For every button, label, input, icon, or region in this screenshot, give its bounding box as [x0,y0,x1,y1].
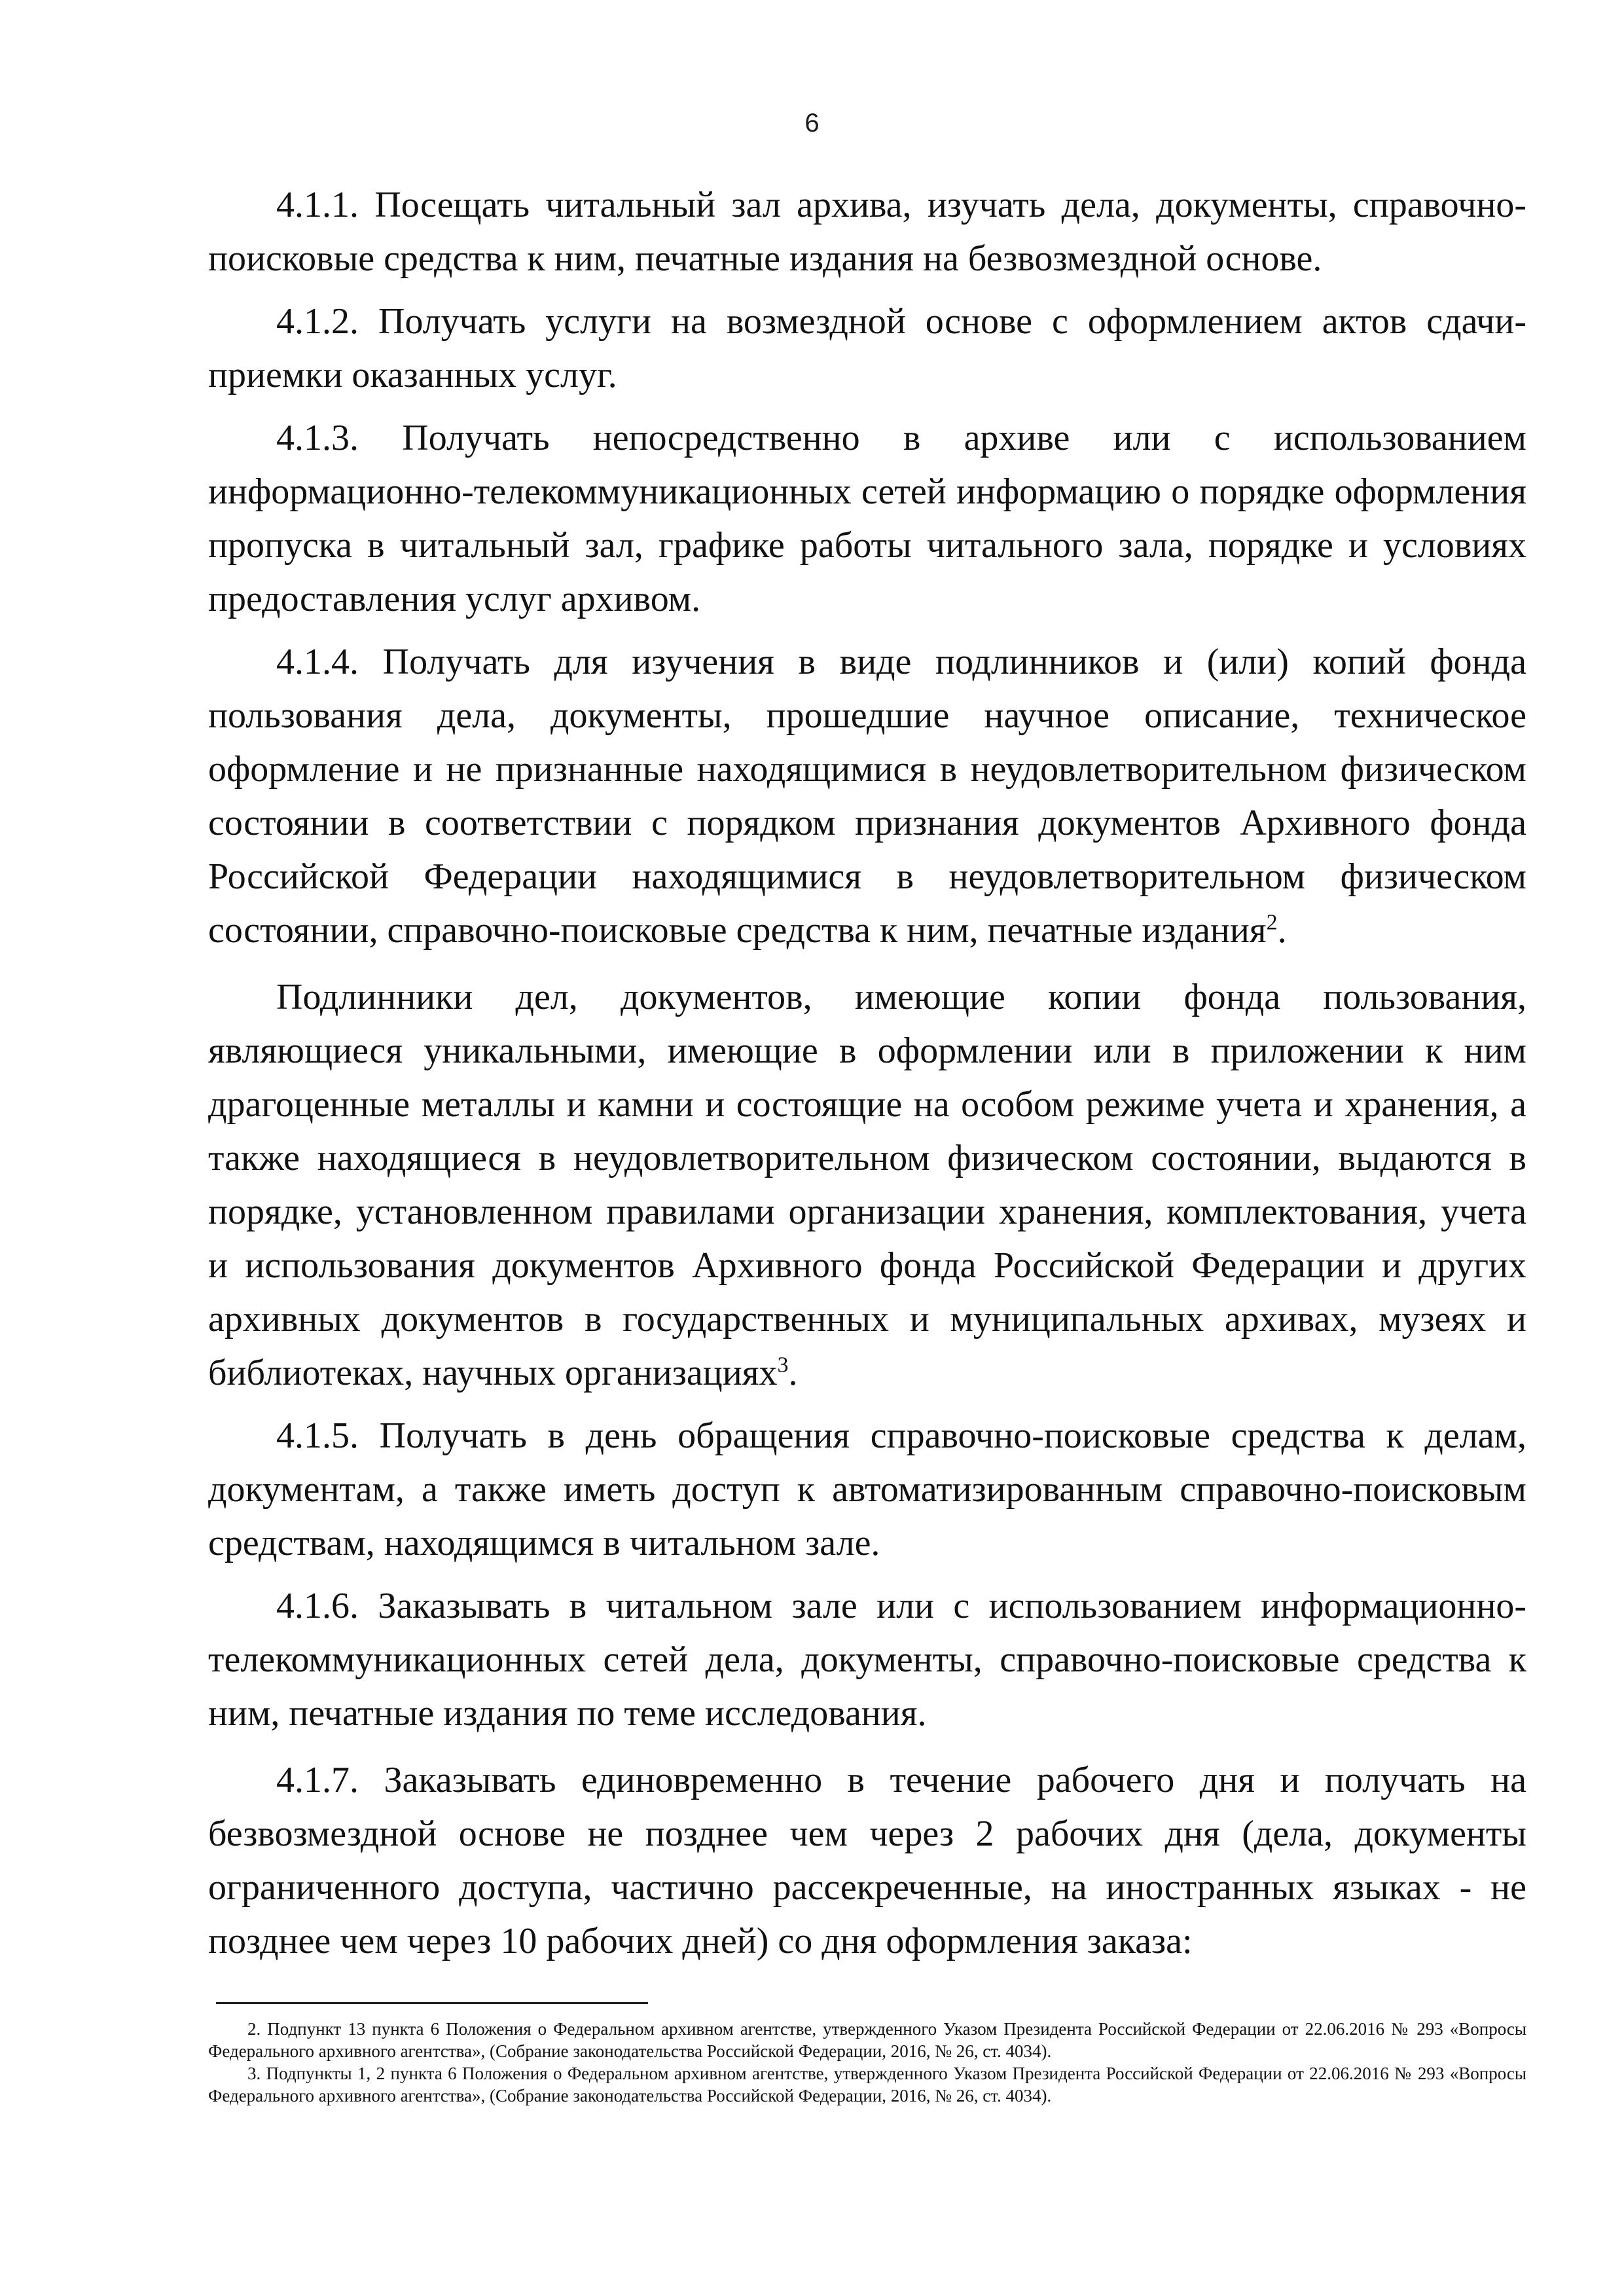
footnotes [208,2018,1526,2107]
paragraph-4-1-4-text: 4.1.4. Получать для изучения в виде подлинников и (или) копий фонда пользования дела, документы, прошедшие научное описание, техническое оформление и не признанные находящимися в неудовлетворительном физическом состоянии в соответствии с порядком признания документов Архивного фонда Российской Федерации находящимися в неудовлетворительном физическом состоянии, справочно-поисковые средства к ним, печатные издания [208,642,1526,951]
paragraph-4-1-1: 4.1.1. Посещать читальный зал архива, изучать дела, документы, справочно-поисковые средства к ним, печатные издания на безвозмездной основе. [208,185,1526,279]
paragraph-originals [208,970,1526,1400]
footnote-ref-2[interactable]: 2 [1266,910,1278,935]
paragraph-4-1-4-tail: . [1277,910,1287,951]
footnote-separator [216,2002,648,2004]
footnote-2: 2. Подпункт 13 пункта 6 Положения о Федеральном архивном агентстве, утвержденного Указом Президента Российской Федерации от 22.06.2016 № 293 «Вопросы Федерального архивного агентства», (Собрание законодательства Российской Федерации, 2016, № 26, ст. 4034). [208,2019,1526,2061]
paragraph-4-1-6: 4.1.6. Заказывать в читальном зале или с использованием информационно-телекоммуникационных сетей дела, документы, справочно-поисковые средства к ним, печатные издания по теме исследования. [208,1586,1526,1734]
document-body [208,178,1526,1968]
paragraph-originals-tail: . [788,1353,798,1393]
paragraph-4-1-7: 4.1.7. Заказывать единовременно в течение рабочего дня и получать на безвозмездной основе не позднее чем через 2 рабочих дня (дела, документы ограниченного доступа, частично рассекреченные, на иностранных языках - не позднее чем через 10 рабочих дней) со дня оформления заказа: [208,1760,1526,1961]
paragraph-originals-text: Подлинники дел, документов, имеющие копии фонда пользования, являющиеся уникальными, имеющие в оформлении или в приложении к ним драгоценные металлы и камни и состоящие на особом режиме учета и хранения, а также находящиеся в неудовлетворительном физическом состоянии, выдаются в порядке, установленном правилами организации хранения, комплектования, учета и использования документов Архивного фонда Российской Федерации и других архивных документов в государственных и муниципальных архивах, музеях и библиотеках, научных организациях [208,977,1526,1393]
paragraph-4-1-2: 4.1.2. Получать услуги на возмездной основе с оформлением актов сдачи-приемки оказанных услуг. [208,301,1526,395]
paragraph-4-1-5: 4.1.5. Получать в день обращения справочно-поисковые средства к делам, документам, а также иметь доступ к автоматизированным справочно-поисковым средствам, находящимся в читальном зале. [208,1415,1526,1563]
page-number: 6 [804,109,820,137]
footnote-ref-3[interactable]: 3 [777,1353,789,1377]
paragraph-4-1-3: 4.1.3. Получать непосредственно в архиве или с использованием информационно-телекоммуникационных сетей информацию о порядке оформления пропуска в читальный зал, графике работы читального зала, порядке и условиях предоставления услуг архивом. [208,418,1526,619]
paragraph-4-1-4 [208,635,1526,957]
footnote-3: 3. Подпункты 1, 2 пункта 6 Положения о Федеральном архивном агентстве, утвержденного Указом Президента Российской Федерации от 22.06.2016 № 293 «Вопросы Федерального архивного агентства», (Собрание законодательства Российской Федерации, 2016, № 26, ст. 4034). [208,2064,1526,2105]
